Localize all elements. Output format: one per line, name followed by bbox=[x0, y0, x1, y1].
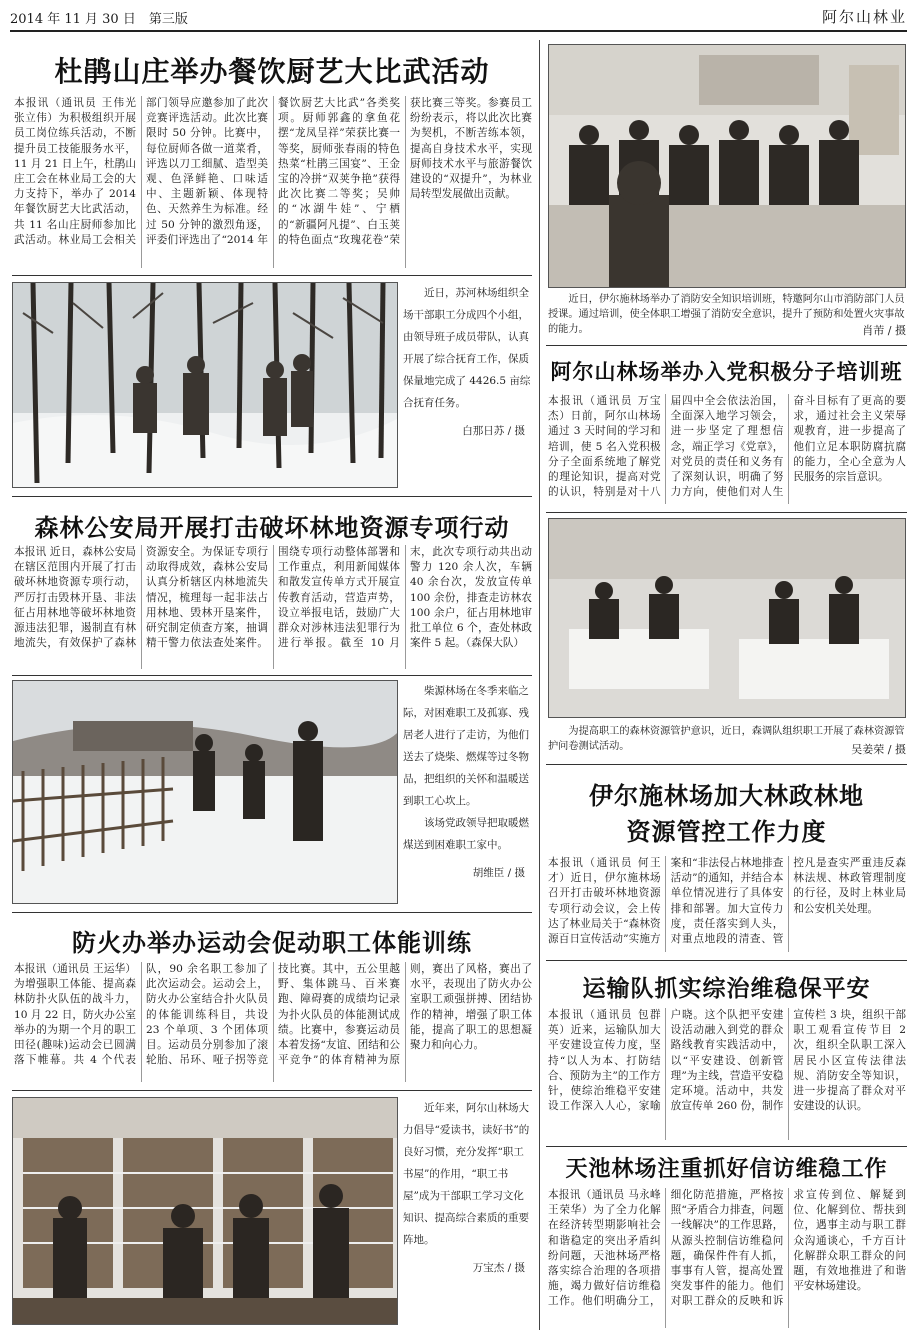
caption-forest-snow bbox=[403, 282, 531, 488]
caption-firewood bbox=[403, 680, 531, 904]
photo-exam bbox=[548, 518, 906, 718]
caption-firewood-text: 柴源林场在冬季来临之际，对困难职工及孤寡、残居老人进行了走访，为他们送去了烧柴、燃煤等过冬物品，把组织的关怀和温暖送到职工心坎上。 bbox=[403, 685, 529, 807]
article-transport: 本报讯（通讯员 包群英）近来，运输队加大平安建设宣传力度，坚持“以人为本、打防结合、预防为主”的工作方针，使综治维稳平安建设工作深入人心，家喻户晓。这个队把平安建设活动融入到党的群众路线教育实践活动中，以“平安建设、创新管理”为主线，营造平安稳定环境。活动中，共发放宣传单 260 份，制作宣传栏 3 块，组织干部职工观看宣传节目 2 次，组织全队职工深入居民小区宣传法律法规、消防安全等知识，进一步提高了群众对平安建设的认识。 bbox=[548, 1009, 906, 1113]
credit-forest-snow: 白那日苏 / 摄 bbox=[462, 425, 525, 437]
headline-tianchi: 天池林场注重抓好信访维稳工作 bbox=[565, 1157, 888, 1182]
headline-fire-games: 防火办举办运动会促动职工体能训练 bbox=[72, 929, 472, 957]
credit-firewood: 胡维臣 / 摄 bbox=[472, 867, 525, 879]
caption-exam: 为提高职工的森林资源管护意识，近日，森调队组织职工开展了森林资源管护问卷测试活动。 bbox=[548, 726, 905, 752]
article-tianchi: 本报讯（通讯员 马永峰 王荣华）为了全力化解在经济转型期影响社会和谐稳定的突出矛盾纠纷问题，天池林场严格落实综合治理的各项措施，竭力做好信访维稳工作。他们明确分工，细化防范措施，严格按照“矛盾合力排查，问题一线解决”的工作思路，从源头控制信访维稳问题，确保件件有人抓，事事有人管，提高处置突发事件的能力。他们对职工群众的反映和诉求宣传到位、解疑到位、化解到位、帮扶到位，遇事主动与职工群众沟通谈心，千方百计化解群众职工群众的问题，有效地推进了和谐平安林场建设。 bbox=[548, 1189, 906, 1308]
article-fire-games: 本报讯（通讯员 王运华）为增强职工体能、提高森林防扑火队伍的战斗力，10 月 22 日，防火办公室举办的为期一个月的职工田径(趣味)运动会已圆满落下帷幕。共 4 个代表队，90 余名职工参加了此次运动会。运动会上，防火办公室结合扑火队员的体能训练科目，共设 23 个单项、3 个团体项目。运动员分别参加了滚轮胎、吊环、哑子拐等竞技比赛。其中，五公里越野、集体跳马、百米赛跑、障碍赛的成绩均记录为扑火队员的体能测试成绩。比赛中，参赛运动员本着发扬“友谊、团结和公平竞争”的体育精神为原则，赛出了风格，赛出了水平，表现出了防火办公室职工顽强拼搏、团结协作的精神，增强了职工体能，提高了职工的思想凝聚力和向心力。 bbox=[14, 963, 532, 1067]
caption-library-text: 近年来，阿尔山林场大力倡导“爱读书，读好书”的良好习惯，充分发挥“职工书屋”的作用，“职工书屋”成为干部职工学习文化知识、提高综合素质的重要阵地。 bbox=[403, 1102, 530, 1246]
photo-firewood bbox=[12, 680, 398, 904]
article-police: 本报讯 近日，森林公安局在辖区范围内开展了打击破坏林地资源专项行动，严厉打击毁林开垦、非法征占用林地等破坏林地资源违法犯罪，遏制直有林地流失，有效保护了森林资源安全。为保证专项行动取得成效，森林公安局认真分析辖区内林地流失情况，梳理每一起非法占用林地、毁林开垦案件，研究制定侦查方案，抽调精干警力依法查处案件。围绕专项行动整体部署和工作重点，利用新闻媒体和散发宣传单方式开展宣传教育活动，营造声势，设立举报电话，鼓励广大群众对涉林违法犯罪行为进行举报。截至 10 月末，此次专项行动共出动警力 120 余人次，车辆 40 余台次，发放宣传单 100 余份，排查走访林农 100 余户，征占用林地审批工单位 6 个，查处林政案件 5 起。（森保大队） bbox=[14, 546, 532, 650]
credit-library: 万宝杰 / 摄 bbox=[472, 1262, 525, 1274]
credit-exam: 吴姜荣 / 摄 bbox=[851, 743, 906, 756]
issue-date-page: 2014 年 11 月 30 日 第三版 bbox=[10, 12, 188, 27]
article-cooking: 本报讯（通讯员 王伟光 张立伟）为积极组织开展员工岗位练兵活动，不断提升员工技能服务水平，11 月 21 日上午，杜鹃山庄工会在林业局工会的大力支持下，举办了 2014 年餐饮厨艺大比武活动，共 11 名山庄厨师参加比武活动。林业局工会相关部门领导应邀参加了此次竞赛评选活动。此次比赛限时 50 分钟。比赛中，每位厨师各做一道菜肴，评选以刀工细腻、造型美观、色泽鲜艳、口味适中、主题新颖、体现特色、天然养生为标准。经过 50 分钟的激烈角逐，评委们评选出了“2014 年餐饮厨艺大比武”各类奖项。厨师郭鑫的拿鱼花摆“龙凤呈祥”荣获比赛一等奖，厨师张春雨的特色热菜“杜鹃三国宴”、王金宝的冷拼“双荚争艳”获得此次比赛二等奖；吴帅的“冰湖牛娃”、宁栖的“新疆阿凡提”、白玉荚的特色面点“玫瑰花卷”荣获比赛三等奖。参赛员工纷纷表示，将以此次比赛为契机，不断苦练本领，提高自身技术水平，实现厨师技术水平与旅游餐饮建设的“双提升”，为林业局转型发展做出贡献。 bbox=[14, 97, 532, 246]
paper-name: 阿尔山林业 bbox=[821, 8, 907, 26]
article-party-training: 本报讯（通讯员 万宝杰）日前，阿尔山林场通过 3 天时间的学习和培训，使 5 名入党积极分子全面系统地了解党的理论知识，提高对党的认识，特别是对十八届四中全会依法治国，全面深入地学习领会，进一步坚定了理想信念，端正学习《党章》，对党员的责任和义务有了深刻认识，明确了努力方向，使他们对人生奋斗目标有了更高的要求，通过社会主义荣辱观教育，进一步提高了他们立足本职防腐抗腐的能力，全心全意为人民服务的宗旨意识。 bbox=[548, 395, 906, 499]
caption-firewood-text2: 该场党政领导把取暖燃煤送到困难职工家中。 bbox=[403, 817, 529, 851]
article-yiershi: 本报讯（通讯员 何王才）近日，伊尔施林场召开打击破坏林地资源专项行动会议，会上传达了林业局关于“森林资源百日宣传活动”实施方案和“非法侵占林地排查活动”的通知，并结合本单位情况进行了具体安排和部署。加大宣传力度，责任落实到人头，对重点地段的清查、管控凡是查实严重违反森林法规、林政管理制度的行径，及时上林业局和公安机关处理。 bbox=[548, 857, 906, 946]
headline-police: 森林公安局开展打击破坏林地资源专项行动 bbox=[34, 514, 510, 542]
headline-yiershi-line1: 伊尔施林场加大林政林地 bbox=[589, 782, 864, 810]
caption-forest-snow-text: 近日，苏河林场组织全场干部职工分成四个小组，由领导班子成员带队，认真开展了综合抚育工作，保质保量地完成了 4426.5 亩综合抚育任务。 bbox=[403, 287, 531, 409]
caption-library bbox=[403, 1097, 531, 1325]
headline-cooking: 杜鹃山庄举办餐饮厨艺大比武活动 bbox=[54, 55, 490, 88]
headline-transport: 运输队抓实综治维稳保平安 bbox=[582, 976, 871, 1002]
credit-fire-meeting: 肖芾 / 摄 bbox=[862, 324, 906, 337]
headline-yiershi-line2: 资源管控工作力度 bbox=[626, 818, 827, 846]
headline-party-training: 阿尔山林场举办入党积极分子培训班 bbox=[550, 360, 903, 384]
masthead bbox=[10, 6, 907, 32]
photo-library bbox=[12, 1097, 398, 1325]
photo-forest-snow bbox=[12, 282, 398, 488]
photo-fire-meeting bbox=[548, 44, 906, 288]
caption-fire-meeting: 近日，伊尔施林场举办了消防安全知识培训班，特邀阿尔山市消防部门人员授课。通过培训，使全体职工增强了消防安全意识，提升了预防和处置火灾事故的能力。 bbox=[548, 294, 905, 335]
